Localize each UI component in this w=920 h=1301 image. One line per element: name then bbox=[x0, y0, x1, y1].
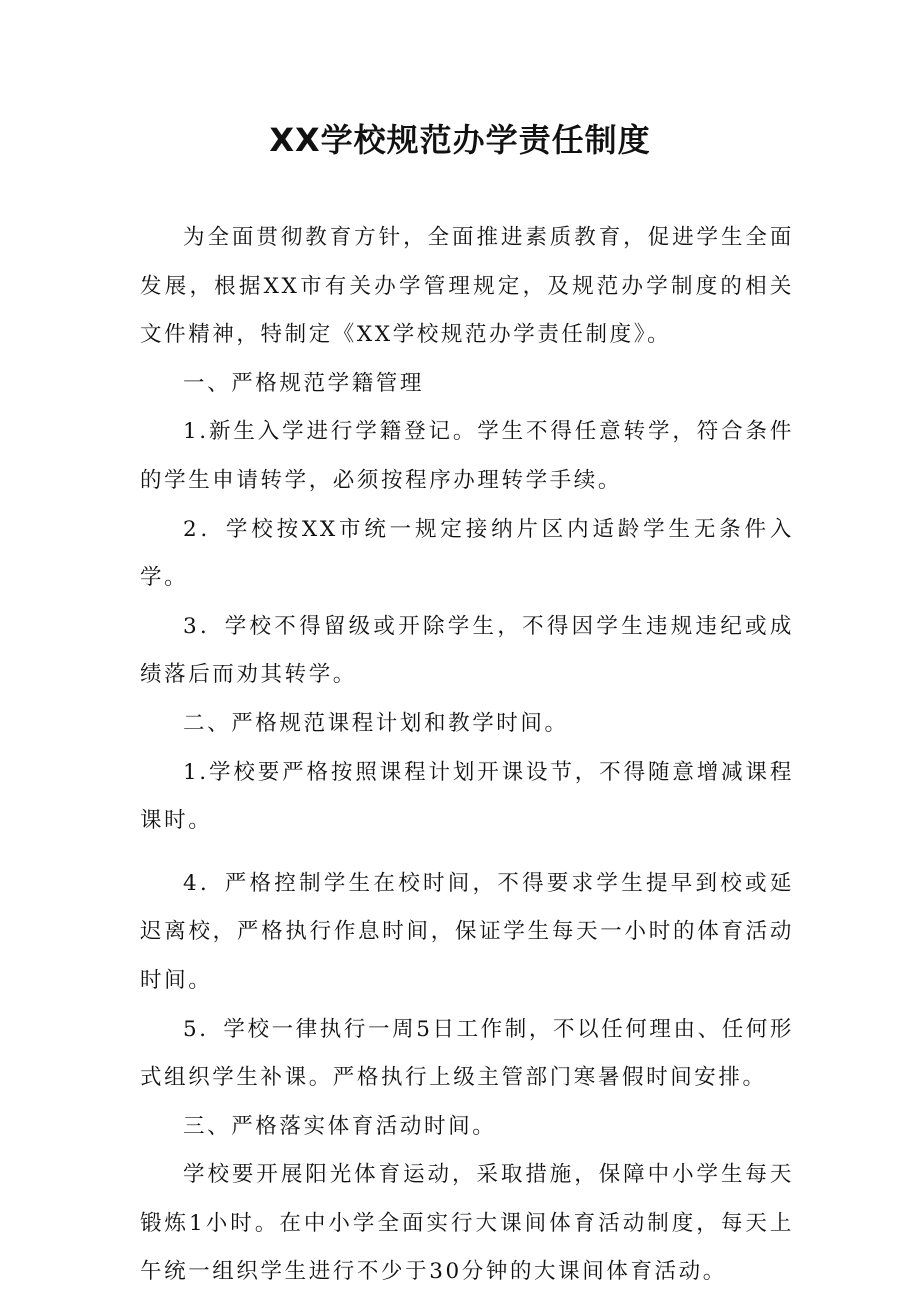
document-body bbox=[140, 214, 794, 1297]
document-title: XX学校规范办学责任制度 bbox=[269, 121, 651, 159]
section-heading-2: 二、严格规范课程计划和教学时间。 bbox=[183, 710, 569, 736]
paragraph-1-3: 3．学校不得留级或开除学生，不得因学生违规违纪或成绩落后而劝其转学。 bbox=[140, 613, 794, 688]
paragraph-2-5: 5．学校一律执行一周5日工作制，不以任何理由、任何形式组织学生补课。严格执行上级主管部门寒暑假时间安排。 bbox=[140, 1016, 794, 1091]
paragraph-2-4: 4．严格控制学生在校时间，不得要求学生提早到校或延迟离校，严格执行作息时间，保证学生每天一小时的体育活动时间。 bbox=[140, 870, 794, 993]
paragraph-1-2: 2．学校按XX市统一规定接纳片区内适龄学生无条件入学。 bbox=[140, 516, 794, 591]
paragraph-1-1: 1.新生入学进行学籍登记。学生不得任意转学，符合条件的学生申请转学，必须按程序办理转学手续。 bbox=[140, 419, 794, 493]
paragraph-2-1: 1.学校要严格按照课程计划开课设节，不得随意增减课程课时。 bbox=[140, 759, 794, 834]
section-heading-1: 一、严格规范学籍管理 bbox=[183, 370, 425, 396]
section-heading-3: 三、严格落实体育活动时间。 bbox=[183, 1113, 497, 1139]
paragraph-intro: 为全面贯彻教育方针，全面推进素质教育，促进学生全面发展，根据XX市有关办学管理规定，及规范办学制度的相关文件精神，特制定《XX学校规范办学责任制度》。 bbox=[140, 225, 794, 348]
paragraph-3-1: 学校要开展阳光体育运动，采取措施，保障中小学生每天锻炼1小时。在中小学全面实行大课间体育活动制度，每天上午统一组织学生进行不少于30分钟的大课间体育活动。 bbox=[140, 1162, 794, 1285]
